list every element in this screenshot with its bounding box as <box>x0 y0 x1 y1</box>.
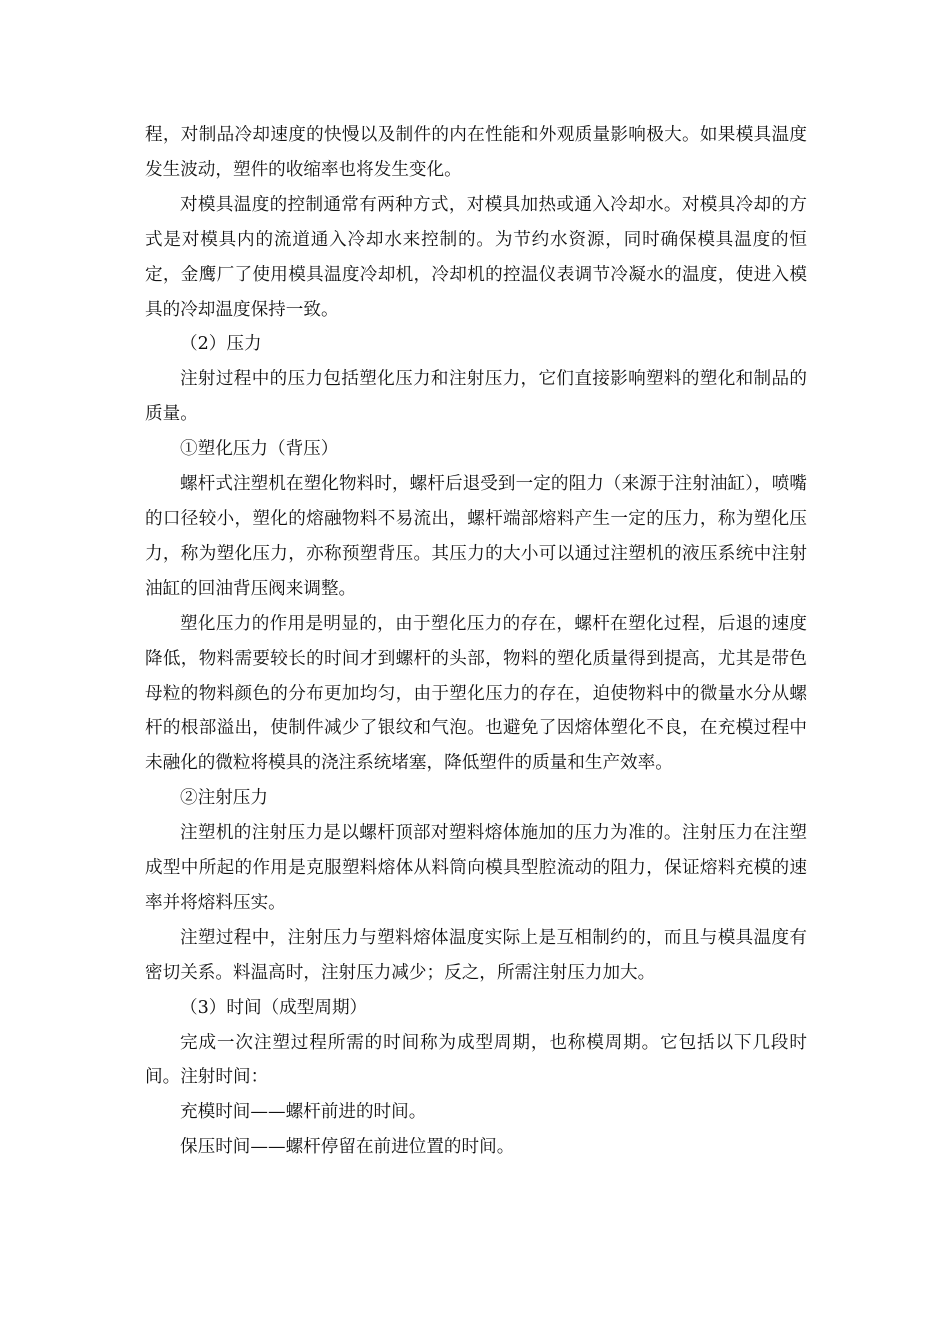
paragraph-plasticizing-pressure-definition: 螺杆式注塑机在塑化物料时，螺杆后退受到一定的阻力（来源于注射油缸），喷嘴的口径较小，塑化的熔融物料不易流出，螺杆端部熔料产生一定的压力，称为塑化压力，称为塑化压力，亦称预塑背压。其压力的大小可以通过注塑机的液压系统中注射油缸的回油背压阀来调整。 <box>145 474 807 599</box>
subheading-plasticizing-pressure: ①塑化压力（背压） <box>180 439 339 460</box>
subheading-injection-pressure: ②注射压力 <box>180 788 268 809</box>
section-heading-pressure: （2）压力 <box>180 334 262 355</box>
paragraph-cycle-time-intro: 完成一次注塑过程所需的时间称为成型周期，也称模周期。它包括以下几段时间。注射时间： <box>145 1032 807 1088</box>
section-heading-cycle-time: （3）时间（成型周期） <box>180 997 368 1018</box>
paragraph-injection-pressure-definition: 注塑机的注射压力是以螺杆顶部对塑料熔体施加的压力为准的。注射压力在注塑成型中所起的作用是克服塑料熔体从料筒向模具型腔流动的阻力，保证熔料充模的速率并将熔料压实。 <box>145 823 807 913</box>
paragraph-filling-time: 充模时间——螺杆前进的时间。 <box>180 1102 427 1123</box>
paragraph-mold-temperature-effect: 程，对制品冷却速度的快慢以及制件的内在性能和外观质量影响极大。如果模具温度发生波动，塑件的收缩率也将发生变化。 <box>145 125 807 180</box>
paragraph-pressure-intro: 注射过程中的压力包括塑化压力和注射压力，它们直接影响塑料的塑化和制品的质量。 <box>145 369 807 425</box>
paragraph-mold-temperature-control: 对模具温度的控制通常有两种方式，对模具加热或通入冷却水。对模具冷却的方式是对模具内的流道通入冷却水来控制的。为节约水资源，同时确保模具温度的恒定，金鹰厂了使用模具温度冷却机，冷却机的控温仪表调节冷凝水的温度，使进入模具的冷却温度保持一致。 <box>145 194 807 320</box>
paragraph-plasticizing-pressure-effect: 塑化压力的作用是明显的，由于塑化压力的存在，螺杆在塑化过程，后退的速度降低，物料需要较长的时间才到螺杆的头部，物料的塑化质量得到提高，尤其是带色母粒的物料颜色的分布更加均匀，由于塑化压力的存在，迫使物料中的微量水分从螺杆的根部溢出，使制件减少了银纹和气泡。也避免了因熔体塑化不良，在充模过程中未融化的微粒将模具的浇注系统堵塞，降低塑件的质量和生产效率。 <box>145 613 807 774</box>
paragraph-injection-pressure-relation: 注塑过程中，注射压力与塑料熔体温度实际上是互相制约的，而且与模具温度有密切关系。料温高时，注射压力减少；反之，所需注射压力加大。 <box>145 927 807 983</box>
paragraph-holding-time: 保压时间——螺杆停留在前进位置的时间。 <box>180 1137 515 1158</box>
document-body <box>145 118 807 1165</box>
